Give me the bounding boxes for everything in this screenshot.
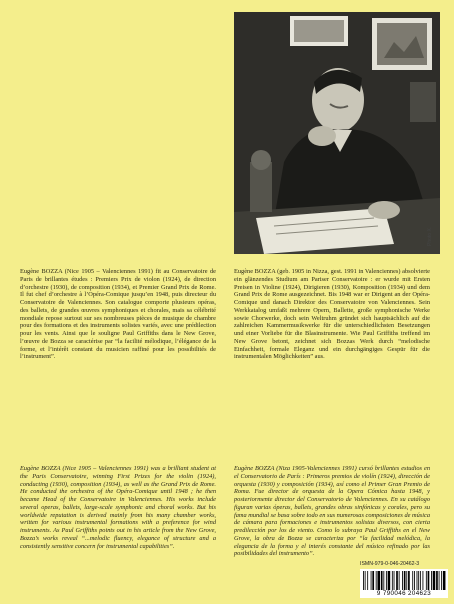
barcode-bar <box>404 571 406 590</box>
barcode-bar <box>381 571 383 590</box>
biography-german: Eugène BOZZA (geb. 1905 in Nizza, gest. 1991 in Valenciennes) absolvierte ein glänzendes Studium am Pariser Conservatoire : er wurde mit Ersten Preisen in Violine (1924), Dirigieren (1930), Komposition (1934) und dem Grand Prix de Rome ausgezeichnet. Bis 1948 war er Dirigent an der Opéra-Comique und danach Direktor des Conservatoire von Valenciennes. Sein Werkkatalog umfaßt mehrere Opern, Ballette, große symphonische Werke sowie Chorwerke, doch sein Weltruhm gründet sich hauptsächlich auf die zahlreichen Kammermusikwerke für die unterschiedlichsten Besetzungen und einer Vorliebe für die Blasinstrumente. Wie Paul Griffiths treffend im New Grove betont, zeichnet sich Bozzas Werk durch “melodische Einfachheit, formale Eleganz und ein durchgängiges Gespür für die instrumentalen Möglichkeiten” aus. <box>234 268 430 361</box>
barcode-bar <box>414 571 415 590</box>
biography-spanish: Eugène BOZZA (Niza 1905-Valenciennes 1991) cursó brillantes estudios en el Conservatorio de París : Primeros premios de violín (1924), dirección de orquesta (1930) y composición (1934), así como el Primer Gran Premio de Roma. Fue director de orquesta de la Opera Cómica hasta 1948, y posteriormente director del Conservatorio de Valenciennes. En su catálogo figuran varias óperas, ballets, grandes obras sinfónicas y corales, pero su fama mundial se basa sobre todo en sus numerosas composiciones de música de cámara para formaciones e instrumentos solistas diversos, con cierta predilección por los de viento. Como lo subraya Paul Griffiths en el New Grove, la obra de Bozza se caracteriza por “la facilidad melódica, la elegancia de la forma y el interés constante del músico refinado por las posibilidades del instrumento”. <box>234 465 430 558</box>
barcode-bar <box>428 571 430 590</box>
barcode-bar <box>423 571 424 590</box>
barcode-bar <box>383 571 384 590</box>
barcode-bar <box>426 571 427 590</box>
barcode-digits: 9 790046 204623 <box>376 590 432 597</box>
barcode-bars <box>362 571 446 590</box>
barcode-bar <box>431 571 432 590</box>
barcode-bar <box>367 571 368 590</box>
ismn-number: ISMN-979-0-046-20462-3 <box>360 561 420 567</box>
barcode-bar <box>443 571 446 590</box>
barcode-bar <box>372 571 374 590</box>
barcode-bar <box>412 571 413 590</box>
barcode-bar <box>392 571 393 590</box>
barcode-bar <box>365 571 366 590</box>
barcode-bar <box>394 571 395 590</box>
barcode-bar <box>439 571 440 590</box>
barcode-bar <box>386 571 387 590</box>
barcode-bar <box>433 571 436 590</box>
barcode-bar <box>376 571 377 590</box>
biography-english: Eugène BOZZA (Nice 1905 – Valenciennes 1991) was a brilliant student at the Paris Conservatoire, winning First Prizes for the violin (1924), conducting (1930), composition (1934), as well as the Grand Prix de Rome. He conducted the orchestra of the Opéra-Comique until 1948 ; he then became Head of the Conservatoire in Valenciennes. His works include several operas, ballets, large-scale symphonic and choral works. But his worldwide reputation is derived mainly from his many chamber works, written for various instrumental formations with a preference for wind instruments. As Paul Griffiths points out in his article from the New Grove, Bozza’s works reveal “...melodic fluency, elegance of structure and a consistently sensitive concern for instrumental capabilities”. <box>20 465 216 550</box>
composer-photo-image <box>234 12 440 254</box>
barcode-bar <box>418 571 419 590</box>
biography-french: Eugène BOZZA (Nice 1905 – Valenciennes 1991) fit au Conservatoire de Paris de brillantes études : Premiers Prix de violon (1924), de direction d’orchestre (1930), de composition (1934), et Premier Grand Prix de Rome. Il fut chef d’orchestre à l’Opéra-Comique jusqu’en 1948, puis directeur du Conservatoire de Valenciennes. Son catalogue comporte plusieurs opéras, des ballets, de grandes œuvres symphoniques et chorales, mais sa célébrité mondiale repose surtout sur ses nombreuses pièces de musique de chambre pour des formations et des instruments solistes variés, avec une prédilection pour les vents. Ainsi que le souligne Paul Griffiths dans le New Grove, l’œuvre de Bozza se caractérise par “la facilité mélodique, l’élégance de la forme, et l’intérêt constant du musicien raffiné pour les possibilités de l’instrument”. <box>20 268 216 361</box>
barcode-bar <box>371 571 372 590</box>
barcode-bar <box>441 571 442 590</box>
barcode-bar <box>417 571 418 590</box>
barcode-bar <box>388 571 391 590</box>
photo-credit: Photo X. <box>427 226 433 246</box>
barcode-bar <box>399 571 400 590</box>
barcode-bar <box>408 571 410 590</box>
barcode-bar <box>402 571 403 590</box>
barcode-bar <box>406 571 407 590</box>
barcode <box>360 569 448 598</box>
composer-photo <box>234 12 440 254</box>
barcode-bar <box>436 571 438 590</box>
barcode-bar <box>363 571 364 590</box>
barcode-bar <box>396 571 398 590</box>
barcode-bar <box>420 571 421 590</box>
barcode-bar <box>377 571 380 590</box>
